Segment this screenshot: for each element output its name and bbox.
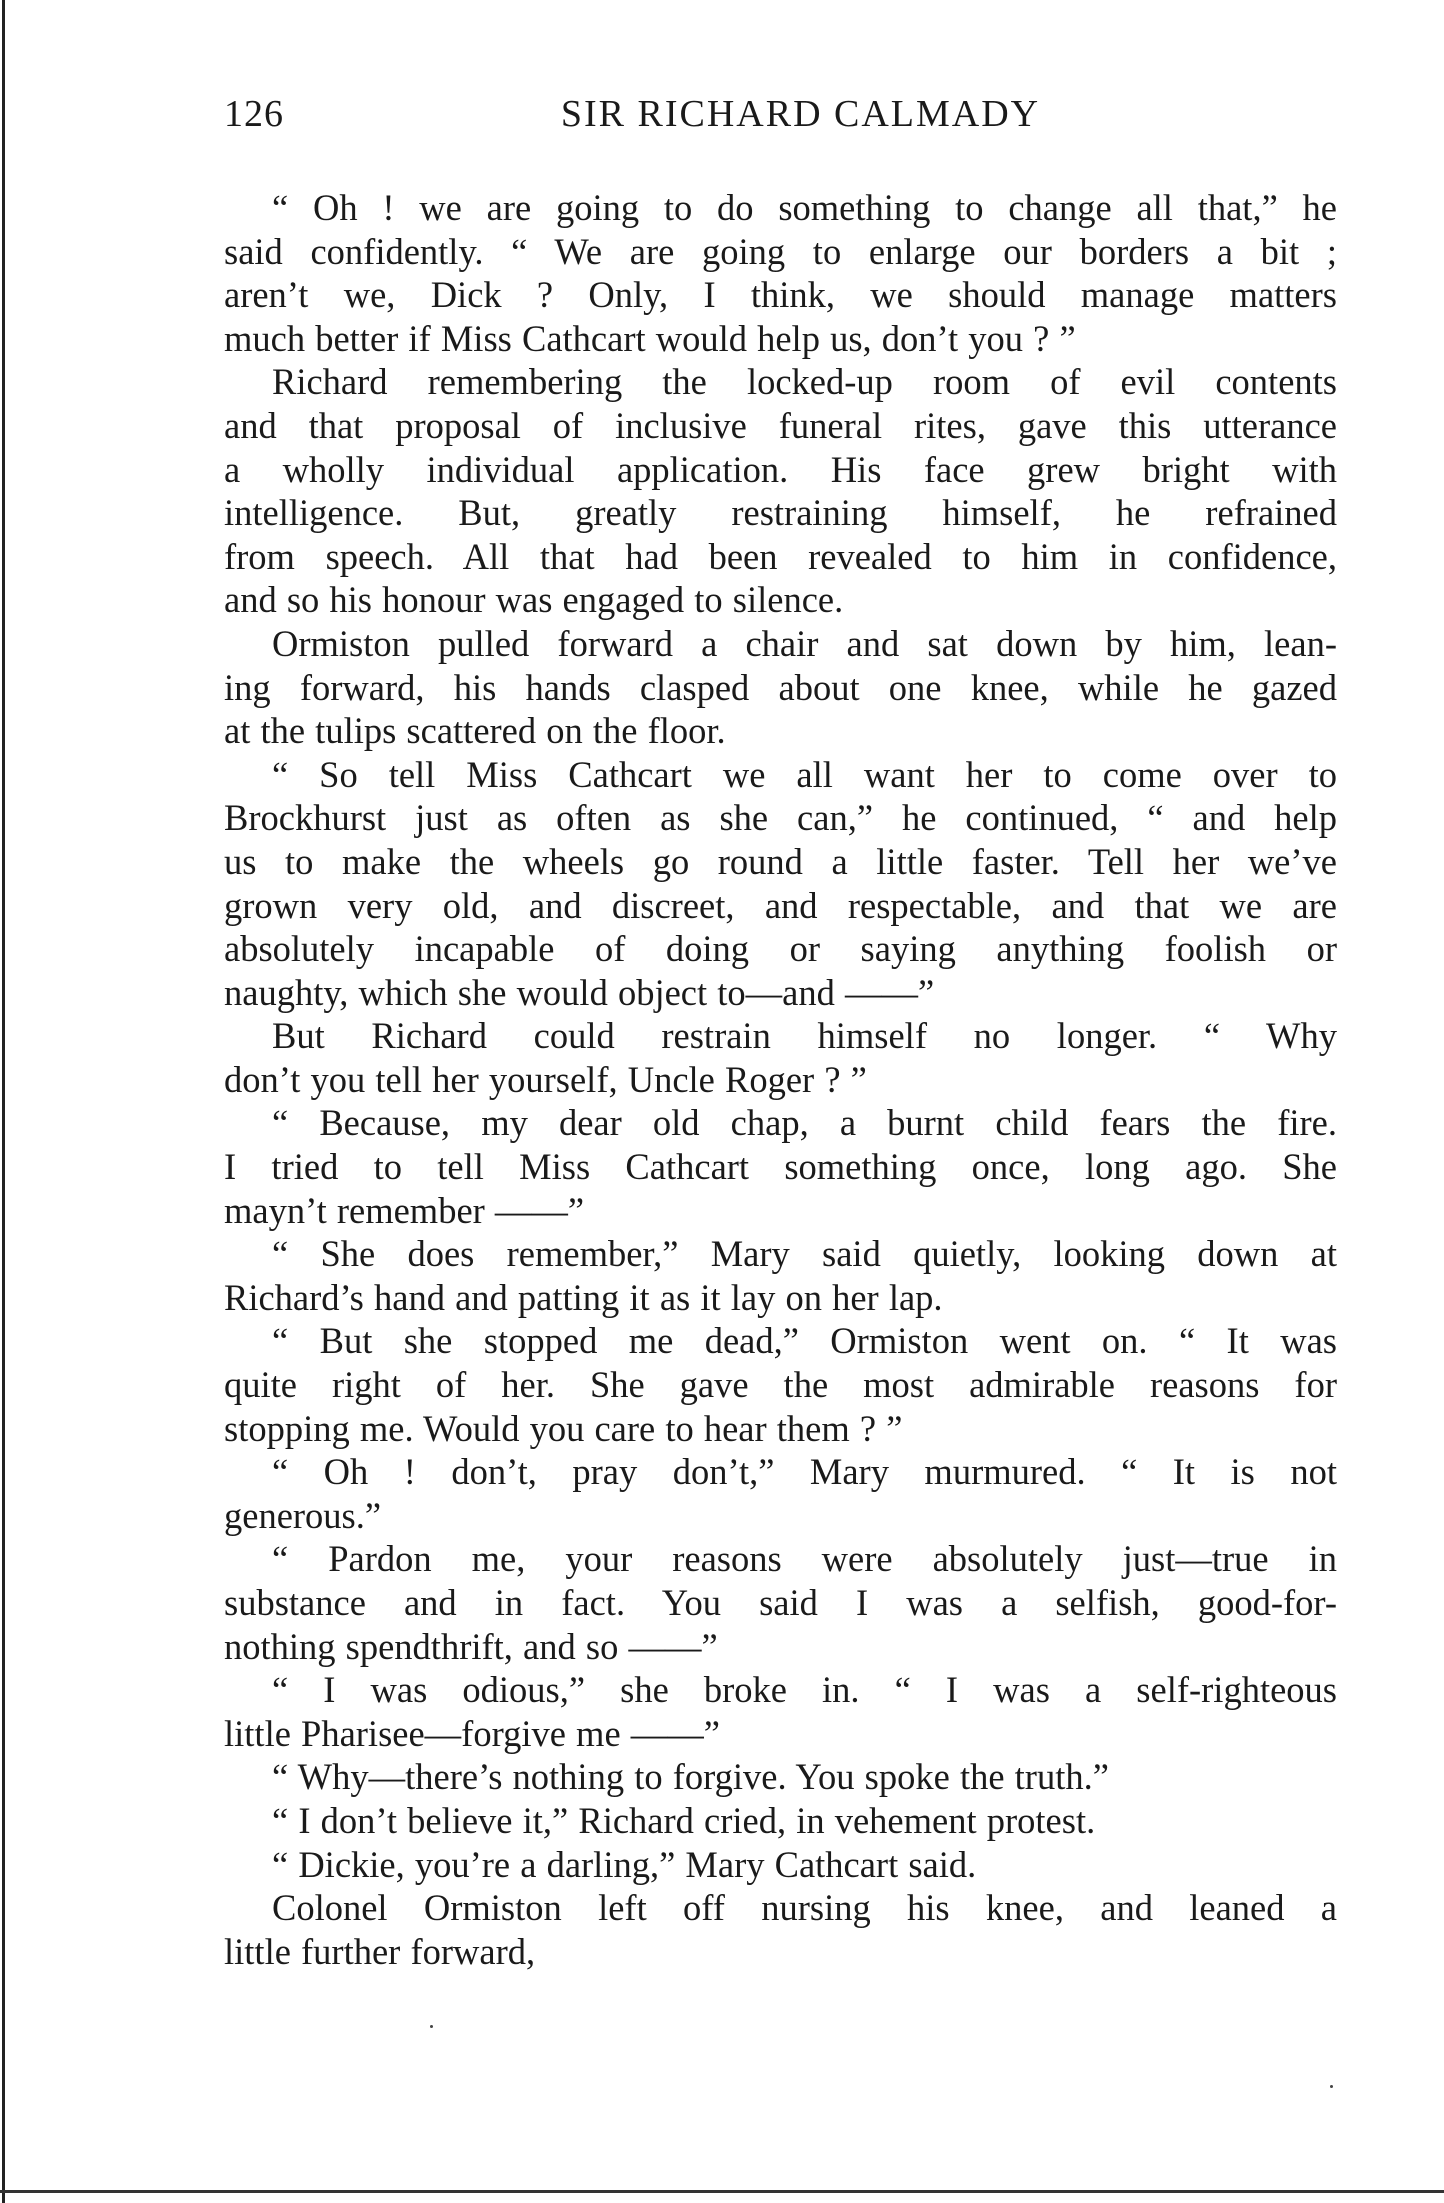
page-number: 126 [224,93,284,135]
text-line: aren’t we, Dick ? Only, I think, we should manage matters [224,274,1337,316]
text-line: Colonel Ormiston left off nursing his knee, and leaned a [272,1887,1337,1929]
text-line: “ Oh ! we are going to do something to change all that,” he [272,187,1337,228]
text-line: ing forward, his hands clasped about one knee, while he gazed [224,666,1337,708]
paragraph [224,1450,1337,1537]
text-line: absolutely incapable of doing or saying anything foolish or [224,928,1337,970]
page-header [224,92,1337,142]
paragraph [224,1319,1337,1450]
paragraph [224,1799,1337,1843]
text-line: “ Why—there’s nothing to forgive. You spoke the truth.” [272,1756,1109,1798]
text-line: grown very old, and discreet, and respectable, and that we are [224,884,1337,926]
text-line: from speech. All that had been revealed to him in confidence, [224,535,1337,577]
paragraph [224,1886,1337,1973]
text-line: Brockhurst just as often as she can,” he continued, “ and help [224,797,1337,839]
paragraph [224,1537,1337,1668]
text-line: mayn’t remember ——” [224,1189,585,1231]
text-line: intelligence. But, greatly restraining himself, he refrained [224,492,1337,534]
text-line: much better if Miss Cathcart would help us, don’t you ? ” [224,317,1076,359]
text-line: “ I don’t believe it,” Richard cried, in vehement protest. [272,1799,1096,1841]
text-line: “ Pardon me, your reasons were absolutely just—true in [272,1538,1337,1580]
running-title: SIR RICHARD CALMADY [560,93,1041,135]
paragraph [224,1232,1337,1319]
text-line: I tried to tell Miss Cathcart something once, long ago. She [224,1146,1337,1188]
paragraph [224,1101,1337,1232]
text-line: little Pharisee—forgive me ——” [224,1712,720,1754]
text-line: stopping me. Would you care to hear them ? ” [224,1407,903,1449]
text-line: “ So tell Miss Cathcart we all want her to come over to [272,753,1337,795]
text-line: Richard’s hand and patting it as it lay on her lap. [224,1276,943,1318]
text-line: “ She does remember,” Mary said quietly, looking down at [272,1233,1337,1275]
paragraph [224,1014,1337,1101]
paragraph [224,622,1337,753]
text-line: nothing spendthrift, and so ——” [224,1625,718,1667]
text-line: little further forward, [224,1930,536,1972]
speck [430,2025,433,2028]
paragraph [224,186,1337,360]
paragraph [224,753,1337,1015]
text-line: “ I was odious,” she broke in. “ I was a self-righteous [272,1669,1337,1711]
text-line: Richard remembering the locked-up room of evil contents [272,361,1337,403]
text-line: and so his honour was engaged to silence. [224,579,844,621]
paragraph [224,360,1337,622]
text-line: naughty, which she would object to—and ——” [224,971,935,1013]
text-line: said confidently. “ We are going to enlarge our borders a bit ; [224,230,1337,272]
text-line: quite right of her. She gave the most admirable reasons for [224,1364,1337,1406]
text-line: “ But she stopped me dead,” Ormiston went on. “ It was [272,1320,1337,1362]
text-line: and that proposal of inclusive funeral rites, gave this utterance [224,404,1337,446]
text-line: at the tulips scattered on the floor. [224,710,726,752]
text-line: “ Dickie, you’re a darling,” Mary Cathcart said. [272,1843,977,1885]
paragraph [224,1843,1337,1887]
page-bottom-edge [0,2190,1444,2193]
paragraph [224,1668,1337,1755]
paragraph [224,1755,1337,1799]
text-line: “ Oh ! don’t, pray don’t,” Mary murmured. “ It is not [272,1451,1337,1493]
text-line: Ormiston pulled forward a chair and sat down by him, lean- [272,622,1337,664]
page-left-edge [2,0,5,2203]
text-line: us to make the wheels go round a little faster. Tell her we’ve [224,840,1337,882]
speck [1330,2085,1333,2088]
text-line: generous.” [224,1494,382,1536]
text-line: But Richard could restrain himself no longer. “ Why [272,1015,1337,1057]
text-line: a wholly individual application. His face grew bright with [224,448,1337,490]
body-text [224,186,1337,1973]
text-line: substance and in fact. You said I was a selfish, good-for- [224,1582,1337,1623]
text-line: don’t you tell her yourself, Uncle Roger ? ” [224,1058,867,1100]
text-line: “ Because, my dear old chap, a burnt child fears the fire. [272,1102,1337,1144]
